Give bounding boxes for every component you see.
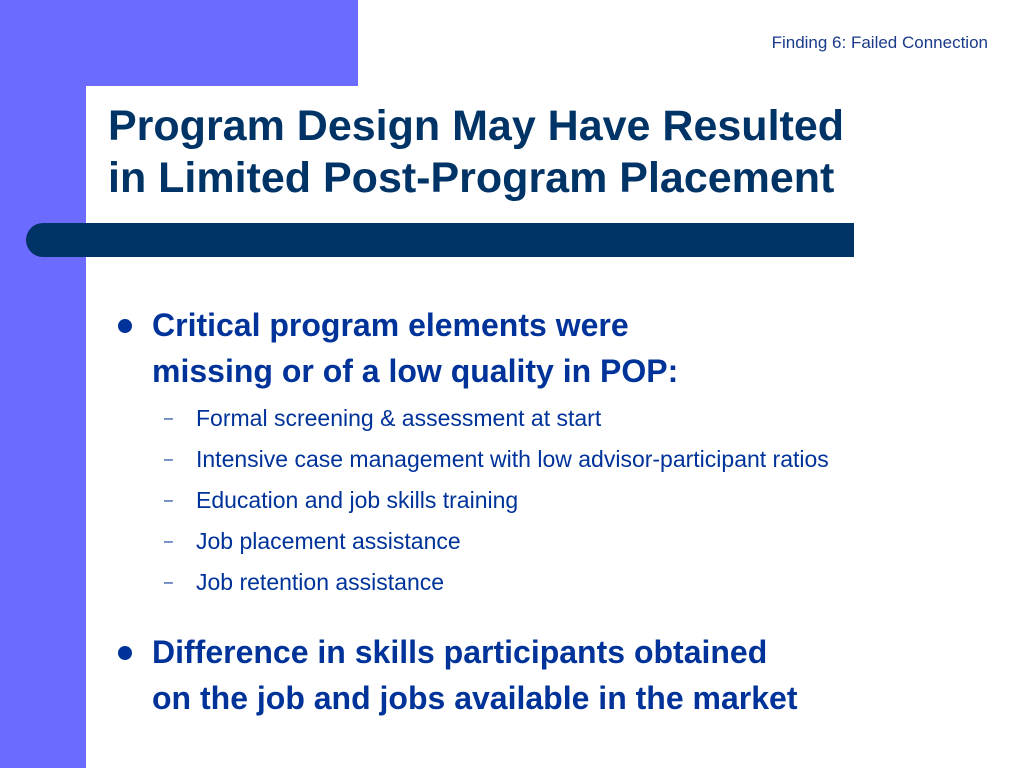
dash-icon: – (164, 492, 173, 509)
bullet-text-line-2: missing or of a low quality in POP: (152, 353, 679, 389)
title-divider-bar (26, 223, 854, 257)
slide-title-line-1: Program Design May Have Resulted (108, 102, 845, 150)
bullet-dot-icon (118, 646, 132, 660)
sub-bullet-item (112, 480, 1002, 521)
dash-icon: – (164, 410, 173, 427)
sub-bullet-text: Education and job skills training (196, 487, 519, 513)
sub-bullet-item (112, 521, 1002, 562)
bullet-item (112, 629, 1002, 721)
bullet-text-line-1: Difference in skills participants obtained (152, 634, 768, 670)
top-band (0, 0, 358, 86)
slide-title-line-2: in Limited Post-Program Placement (108, 154, 835, 202)
slide-title (108, 100, 1008, 204)
slide-section-label: Finding 6: Failed Connection (771, 33, 988, 52)
bullet-dot-icon (118, 319, 132, 333)
slide-body (112, 302, 1002, 721)
sub-bullet-text: Intensive case management with low advisor-participant ratios (196, 446, 829, 472)
dash-icon: – (164, 533, 173, 550)
bullet-item (112, 302, 1002, 394)
sub-bullet-text: Job placement assistance (196, 528, 461, 554)
sub-bullet-item (112, 562, 1002, 603)
sub-bullet-item (112, 439, 1002, 480)
dash-icon: – (164, 451, 173, 468)
sub-bullet-list (112, 398, 1002, 603)
dash-icon: – (164, 574, 173, 591)
side-band (0, 0, 86, 768)
bullet-text-line-2: on the job and jobs available in the market (152, 680, 798, 716)
sub-bullet-text: Job retention assistance (196, 569, 445, 595)
sub-bullet-item (112, 398, 1002, 439)
bullet-text-line-1: Critical program elements were (152, 307, 629, 343)
sub-bullet-text: Formal screening & assessment at start (196, 405, 602, 431)
